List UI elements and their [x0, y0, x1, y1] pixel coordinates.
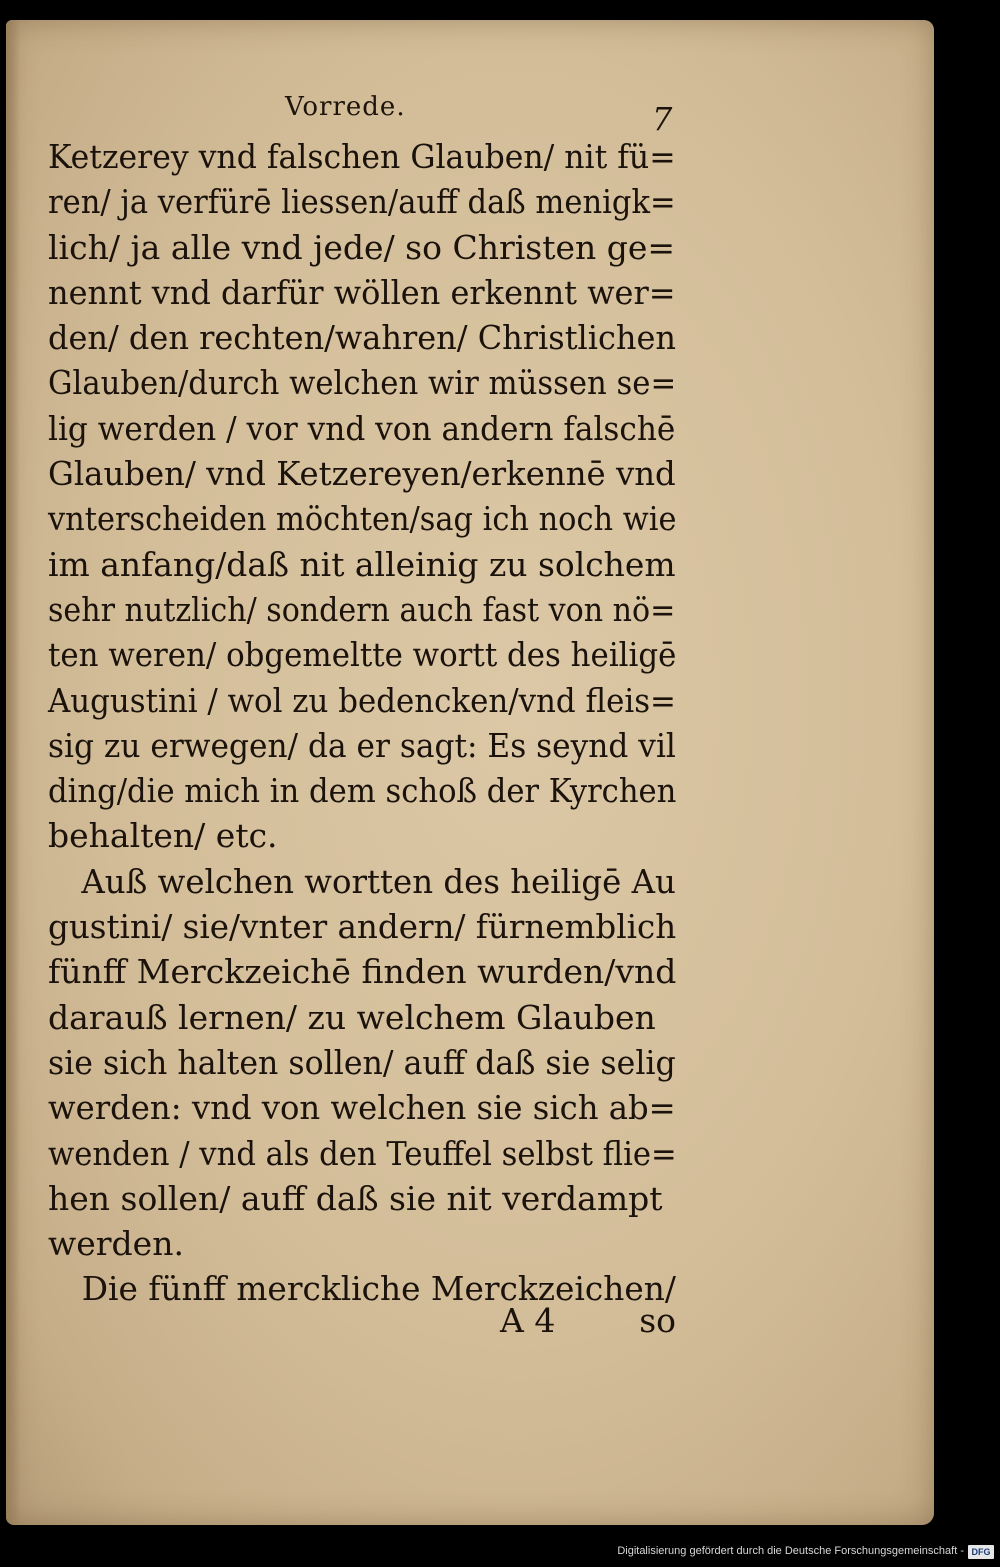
text-line: werden. — [48, 1224, 184, 1264]
running-head: Vorrede. — [285, 92, 406, 122]
text-line: Die fünff merckliche Merckzeichen/ — [81, 1269, 676, 1309]
text-line: behalten/ etc. — [48, 816, 278, 856]
text-line: hen sollen/ auff daß sie nit verdampt — [48, 1178, 663, 1218]
text-line: werden: vnd von welchen sie sich ab= — [48, 1088, 676, 1128]
text-line: gustini/ sie/vnter andern/ fürnemblich — [48, 907, 677, 947]
text-line: ding/die mich in dem schoß der Kyrchen — [48, 771, 677, 811]
text-line: sie sich halten sollen/ auff daß sie selig — [48, 1042, 676, 1082]
catch-line — [48, 1298, 676, 1343]
footer-credit: Digitalisierung gefördert durch die Deutsche Forschungsgemeinschaft - — [617, 1545, 964, 1557]
text-line: ren/ ja verfürē liessen/auff daß menigk= — [48, 182, 676, 222]
text-line: sig zu erwegen/ da er sagt: Es seynd vil — [48, 725, 676, 765]
text-line: nennt vnd darfür wöllen erkennt wer= — [48, 272, 676, 312]
page-number: 7 — [652, 100, 673, 138]
text-line: wenden / vnd als den Teuffel selbst flie= — [48, 1133, 677, 1173]
text-line: lich/ ja alle vnd jede/ so Christen ge= — [48, 227, 676, 267]
page-gutter-shadow — [6, 20, 20, 1525]
dfg-logo-icon: DFG — [968, 1545, 994, 1559]
catchword: so — [639, 1301, 676, 1340]
footer-bar — [0, 1527, 1000, 1567]
body-text — [48, 134, 676, 1312]
text-line: Augustini / wol zu bedencken/vnd fleis= — [48, 680, 676, 720]
signature-mark: A 4 — [500, 1301, 556, 1340]
text-line: Auß welchen wortten des heiligē Au — [81, 861, 676, 901]
text-line: lig werden / vor vnd von andern falschē — [48, 408, 676, 448]
text-line: Glauben/durch welchen wir müssen se= — [48, 363, 677, 403]
text-line: den/ den rechten/wahren/ Christlichen — [48, 318, 677, 358]
text-line: fünff Merckzeichē finden wurden/vnd — [48, 952, 677, 992]
text-line: darauß lernen/ zu welchem Glauben — [48, 997, 656, 1037]
text-line: im anfang/daß nit alleinig zu solchem — [48, 544, 676, 584]
text-line: Ketzerey vnd falschen Glauben/ nit fü= — [48, 137, 676, 176]
text-line: ten weren/ obgemeltte wortt des heiligē — [48, 635, 677, 675]
text-line: Glauben/ vnd Ketzereyen/erkennē vnd — [48, 454, 676, 494]
text-line: sehr nutzlich/ sondern auch fast von nö= — [48, 589, 676, 629]
text-line: vnterscheiden möchten/sag ich noch wie — [48, 499, 677, 539]
